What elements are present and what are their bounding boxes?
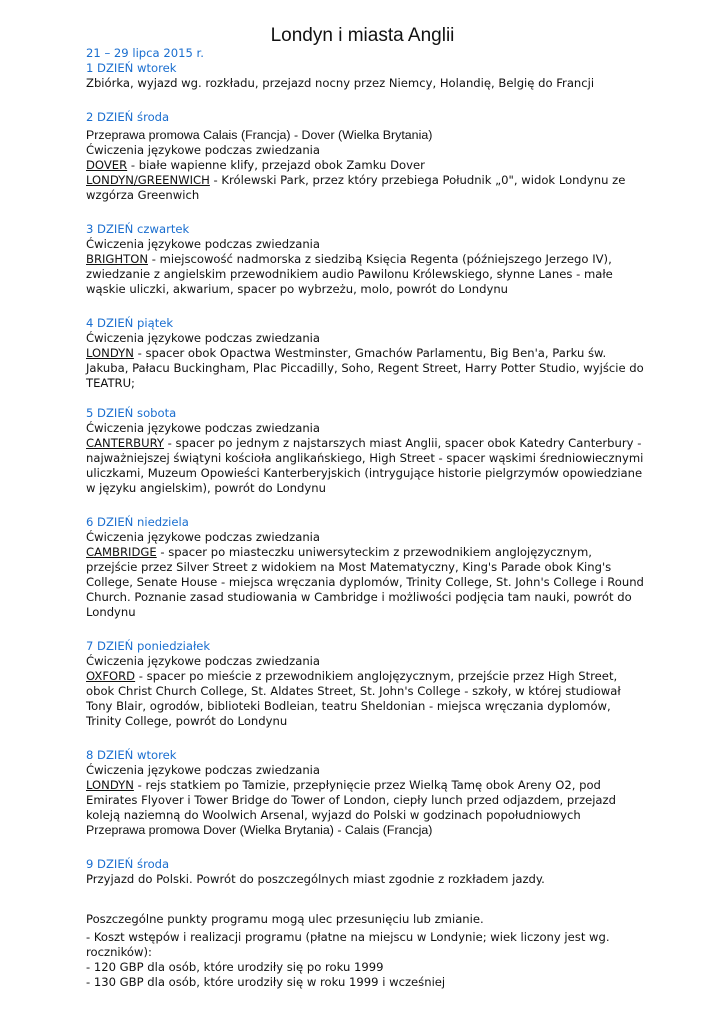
language-exercise: Ćwiczenia językowe podczas zwiedzania: [86, 331, 320, 345]
language-exercise: Ćwiczenia językowe podczas zwiedzania: [86, 530, 320, 544]
day-heading: 2 DZIEŃ środa: [86, 110, 170, 124]
ferry-crossing: Przeprawa promowa Dover (Wielka Brytania) - Calais (Francja): [86, 823, 433, 837]
language-exercise: Ćwiczenia językowe podczas zwiedzania: [86, 421, 320, 435]
day-section: [86, 61, 646, 91]
language-exercise: Ćwiczenia językowe podczas zwiedzania: [86, 763, 320, 777]
visit-description: - spacer po jednym z najstarszych miast Anglii, spacer obok Katedry Canterbury - najważniejszej świątyni kościoła anglikańskiego, High Street - spacer wąskimi średniowiecznymi uliczkami, Muzeum Opowieści Kanterberyjskich (intrygujące historie pielgrzymów opowiedziane w języku angielskim), powrót do Londynu: [86, 436, 644, 495]
place-name: DOVER: [86, 158, 128, 172]
day-heading: 5 DZIEŃ sobota: [86, 406, 177, 420]
cost-note: - 130 GBP dla osób, które urodziły się w roku 1999 i wcześniej: [86, 975, 446, 989]
visit-description: - spacer obok Opactwa Westminster, Gmachów Parlamentu, Big Ben'a, Parku św. Jakuba, Pałacu Buckingham, Plac Piccadilly, Soho, Regent Street, Harry Potter Studio, wyjście do TEATRU;: [86, 346, 644, 390]
visit-item: [86, 158, 646, 173]
place-name: LONDYN: [86, 778, 134, 792]
place-name: LONDYN/GREENWICH: [86, 173, 210, 187]
place-name: BRIGHTON: [86, 252, 149, 266]
day-section: [86, 406, 646, 496]
visit-description: - miejscowość nadmorska z siedzibą Księcia Regenta (późniejszego Jerzego IV), zwiedzanie z angielskim przewodnikiem audio Pawilonu Królewskiego, słynne Lanes - małe wąskie uliczki, akwarium, spacer po wybrzeżu, molo, powrót do Londynu: [86, 252, 613, 296]
visit-item: [86, 778, 646, 823]
visit-item: [86, 545, 646, 620]
visit-item: [86, 173, 646, 203]
visit-item: [86, 252, 646, 297]
day-heading: 3 DZIEŃ czwartek: [86, 222, 190, 236]
place-name: OXFORD: [86, 669, 136, 683]
day-heading: 8 DZIEŃ wtorek: [86, 748, 177, 762]
day-heading: 1 DZIEŃ wtorek: [86, 61, 177, 75]
day-section: [86, 857, 646, 887]
language-exercise: Ćwiczenia językowe podczas zwiedzania: [86, 654, 320, 668]
notes-intro: Poszczególne punkty programu mogą ulec przesunięciu lub zmianie.: [86, 912, 484, 926]
cost-note: - Koszt wstępów i realizacji programu (płatne na miejscu w Londynie; wiek liczony jest wg. roczników):: [86, 930, 610, 959]
cost-note: - 120 GBP dla osób, które urodziły się po roku 1999: [86, 960, 384, 974]
day-heading: 6 DZIEŃ niedziela: [86, 515, 189, 529]
day-text: Zbiórka, wyjazd wg. rozkładu, przejazd nocny przez Niemcy, Holandię, Belgię do Francji: [86, 76, 595, 90]
day-section: [86, 110, 646, 203]
day-section: [86, 639, 646, 729]
day-heading: 9 DZIEŃ środa: [86, 857, 170, 871]
day-section: [86, 748, 646, 838]
day-heading: 7 DZIEŃ poniedziałek: [86, 639, 211, 653]
place-name: CANTERBURY: [86, 436, 164, 450]
place-name: LONDYN: [86, 346, 134, 360]
day-text: Przyjazd do Polski. Powrót do poszczególnych miast zgodnie z rozkładem jazdy.: [86, 872, 545, 886]
document-title: Londyn i miasta Anglii: [270, 25, 455, 46]
day-section: [86, 222, 646, 297]
visit-description: - białe wapienne klify, przejazd obok Zamku Dover: [127, 158, 425, 172]
visit-item: [86, 436, 646, 496]
ferry-crossing: Przeprawa promowa Calais (Francja) - Dover (Wielka Brytania): [86, 128, 433, 142]
itinerary: [86, 46, 646, 990]
program-notes: [86, 912, 646, 990]
visit-description: - rejs statkiem po Tamizie, przepłynięcie przez Wielką Tamę obok Areny O2, pod Emirates Flyover i Tower Bridge do Tower of London, ciepły lunch przed odjazdem, przejazd koleją naziemną do Woolwich Arsenal, wyjazd do Polski w godzinach popołudniowych: [86, 778, 616, 822]
visit-description: - spacer po miasteczku uniwersyteckim z przewodnikiem anglojęzycznym, przejście przez Silver Street z widokiem na Most Matematyczny, King's Parade obok King's College, Senate House - miejsca wręczania dyplomów, Trinity College, St. John's College i Round Church. Poznanie zasad studiowania w Cambridge i możliwości podjęcia tam nauki, powrót do Londynu: [86, 545, 644, 619]
day-section: [86, 316, 646, 391]
visit-item: [86, 346, 646, 391]
language-exercise: Ćwiczenia językowe podczas zwiedzania: [86, 143, 320, 157]
day-section: [86, 515, 646, 620]
visit-item: [86, 669, 646, 729]
place-name: CAMBRIDGE: [86, 545, 157, 559]
day-heading: 4 DZIEŃ piątek: [86, 316, 174, 330]
language-exercise: Ćwiczenia językowe podczas zwiedzania: [86, 237, 320, 251]
visit-description: - Królewski Park, przez który przebiega Południk „0", widok Londynu ze wzgórza Greenwich: [86, 173, 626, 202]
trip-dates: 21 – 29 lipca 2015 r.: [86, 46, 204, 60]
visit-description: - spacer po mieście z przewodnikiem anglojęzycznym, przejście przez High Street, obok Christ Church College, St. Aldates Street, St. John's College - szkoły, w której studiował Tony Blair, ogrodów, biblioteki Bodleian, teatru Sheldonian - miejsca wręczania dyplomów, Trinity College, powrót do Londynu: [86, 669, 621, 728]
